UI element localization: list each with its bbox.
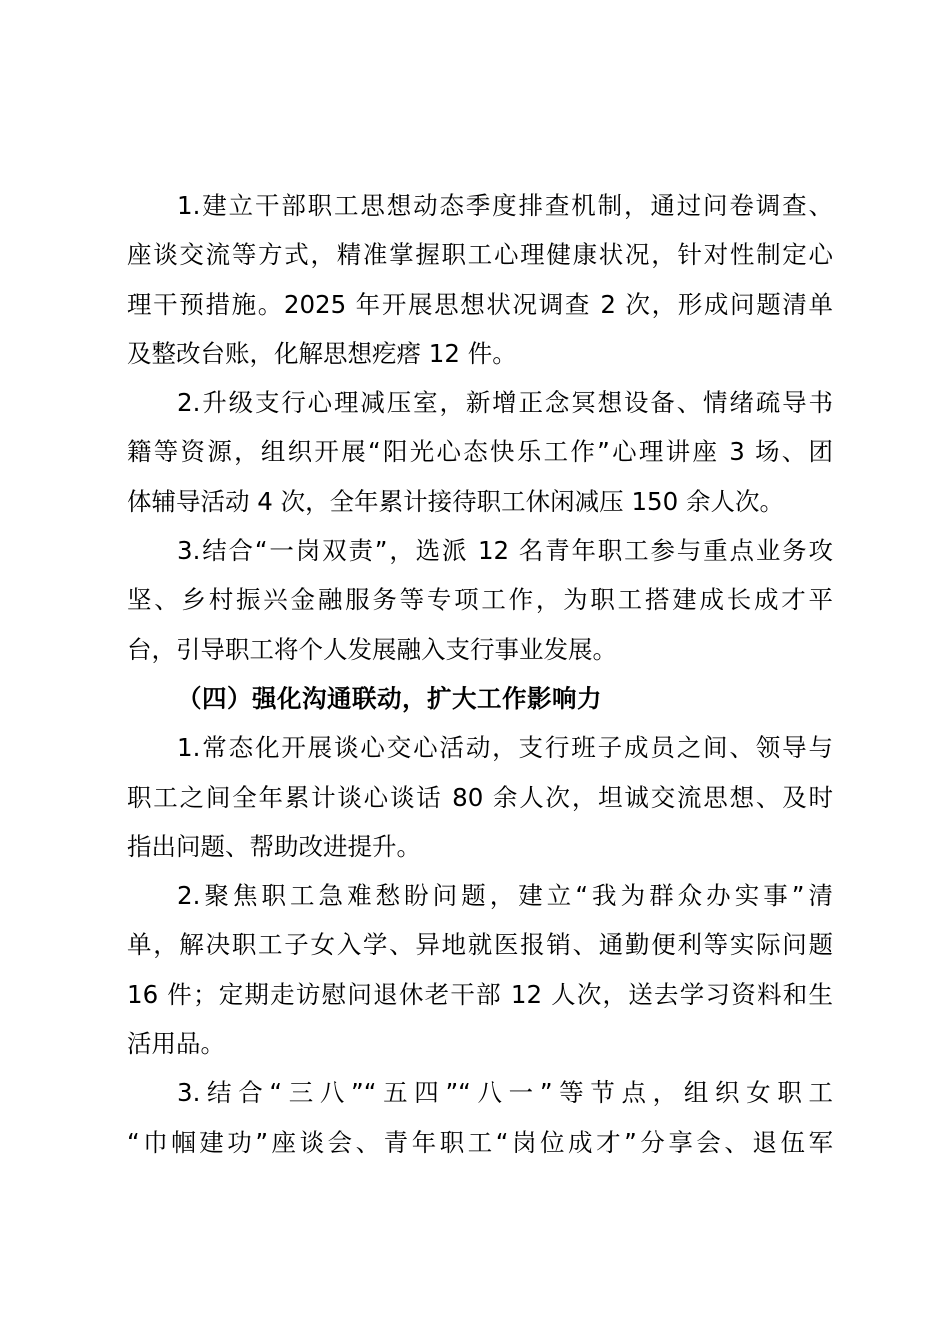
text-line: 16 件；定期走访慰问退休老干部 12 人次，送去学习资料和生 [127,979,833,1009]
document-page [127,181,833,1167]
text-line: 体辅导活动 4 次，全年累计接待职工休闲减压 150 余人次。 [127,486,784,516]
text-line: 职工之间全年累计谈心谈话 80 余人次，坦诚交流思想、及时 [127,782,833,812]
paragraph [127,181,833,378]
text-line: 1.建立干部职工思想动态季度排查机制，通过问卷调查、 [177,191,833,220]
text-line: 及整改台账，化解思想疙瘩 12 件。 [127,338,517,368]
paragraph [127,526,833,674]
text-line: 3.结合“三八”“五四”“八一”等节点，组织女职工 [177,1078,833,1108]
paragraph [127,378,833,526]
text-line: 活用品。 [127,1029,225,1059]
paragraph [127,1068,833,1167]
text-line: 1.常态化开展谈心交心活动，支行班子成员之间、领导与 [177,733,833,763]
text-line: 坚、乡村振兴金融服务等专项工作，为职工搭建成长成才平 [127,585,833,615]
paragraph [127,871,833,1068]
text-line: 2.升级支行心理减压室，新增正念冥想设备、情绪疏导书 [177,388,833,418]
text-line: （四）强化沟通联动，扩大工作影响力 [177,683,602,713]
paragraph [127,723,833,871]
text-line: 3.结合“一岗双责”，选派 12 名青年职工参与重点业务攻 [177,536,833,566]
text-line: 单，解决职工子女入学、异地就医报销、通勤便利等实际问题 [127,930,833,960]
text-line: 2.聚焦职工急难愁盼问题，建立“我为群众办实事”清 [177,881,833,911]
text-line: 座谈交流等方式，精准掌握职工心理健康状况，针对性制定心 [127,240,833,270]
text-line: 台，引导职工将个人发展融入支行事业发展。 [127,634,617,664]
section-heading [127,674,833,723]
text-line: 指出问题、帮助改进提升。 [127,831,421,861]
text-line: “巾帼建功”座谈会、青年职工“岗位成才”分享会、退伍军 [127,1127,833,1157]
text-line: 籍等资源，组织开展“阳光心态快乐工作”心理讲座 3 场、团 [127,437,833,467]
text-line: 理干预措施。2025 年开展思想状况调查 2 次，形成问题清单 [127,289,833,319]
